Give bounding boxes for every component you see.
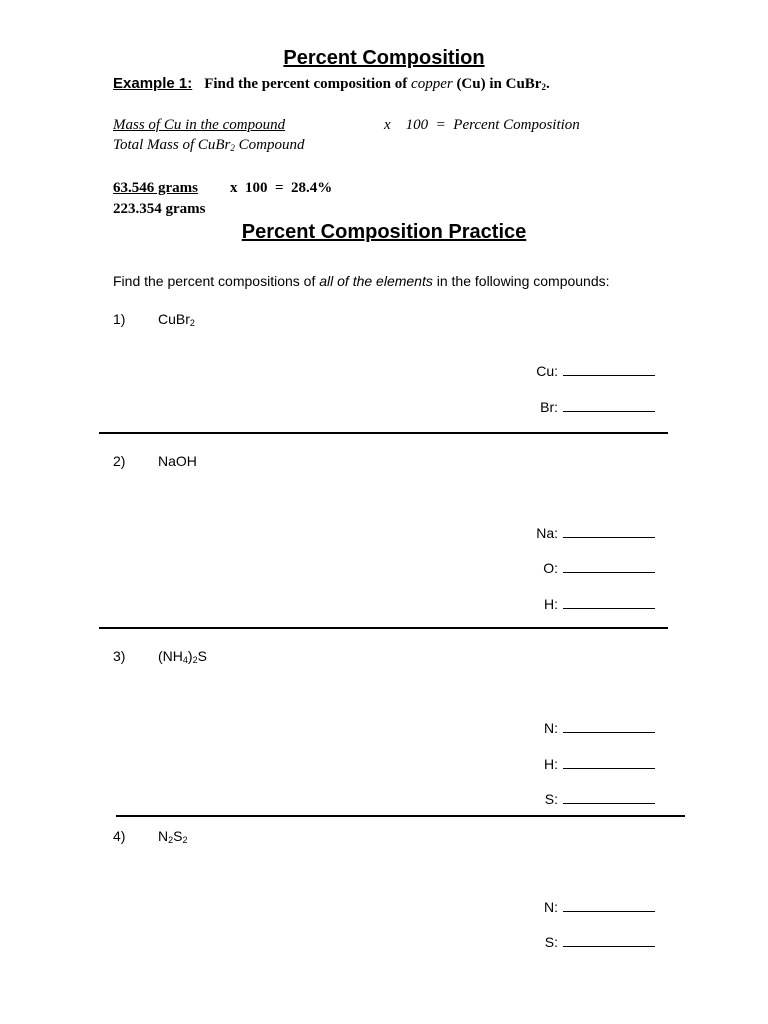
compound-part: N	[158, 828, 169, 844]
question-compound	[158, 648, 207, 664]
instructions-before: Find the percent compositions of	[113, 273, 316, 289]
answer-row	[455, 362, 655, 379]
answer-blank[interactable]	[563, 559, 655, 573]
question-compound	[158, 828, 188, 844]
example-text-before: Find the percent composition of	[204, 76, 408, 92]
section-divider	[99, 627, 668, 629]
calculation-result: x 100 = 28.4%	[230, 180, 333, 196]
question-number: 1)	[113, 311, 126, 327]
example-prompt	[113, 75, 550, 93]
answer-row	[455, 933, 655, 950]
example-text-end: .	[545, 76, 550, 92]
answer-row	[455, 524, 655, 541]
answer-label: N:	[544, 720, 558, 736]
formula-numerator: Mass of Cu in the compound	[113, 117, 286, 133]
answer-label: N:	[544, 899, 558, 915]
answer-blank[interactable]	[563, 524, 655, 538]
compound-subscript: 2	[192, 655, 198, 665]
instructions	[113, 273, 610, 289]
compound-subscript: 2	[189, 318, 195, 328]
answer-row	[455, 790, 655, 807]
formula-denominator-subscript: 2	[230, 143, 235, 153]
answer-label: Na:	[536, 525, 558, 541]
example-label: Example 1:	[113, 75, 193, 92]
answer-blank[interactable]	[563, 719, 655, 733]
answer-row	[455, 898, 655, 915]
question-number: 4)	[113, 828, 126, 844]
compound-subscript: 2	[182, 835, 188, 845]
formula-result: x 100 = Percent Composition	[384, 117, 580, 133]
answer-row	[455, 559, 655, 576]
answer-label: Cu:	[536, 363, 558, 379]
compound-part: S	[173, 828, 183, 844]
practice-title: Percent Composition Practice	[241, 221, 527, 243]
compound-subscript: 4	[182, 655, 188, 665]
answer-label: O:	[543, 560, 558, 576]
compound-part: (NH	[158, 648, 183, 664]
formula-denominator-text: Total Mass of CuBr	[113, 137, 231, 153]
answer-label: H:	[544, 756, 558, 772]
question-number: 2)	[113, 453, 126, 469]
answer-blank[interactable]	[563, 398, 655, 412]
compound-part: NaOH	[158, 453, 197, 469]
answer-row	[455, 398, 655, 415]
answer-blank[interactable]	[563, 755, 655, 769]
question-compound	[158, 453, 197, 469]
example-element-name: copper	[411, 76, 453, 92]
compound-part: S	[197, 648, 207, 664]
answer-blank[interactable]	[563, 790, 655, 804]
compound-part: CuBr	[158, 311, 190, 327]
answer-label: S:	[544, 791, 558, 807]
answer-blank[interactable]	[563, 595, 655, 609]
section-divider	[116, 815, 685, 817]
instructions-after: in the following compounds:	[436, 273, 610, 289]
answer-label: S:	[544, 934, 558, 950]
compound-part: )	[187, 648, 193, 664]
compound-subscript: 2	[168, 835, 174, 845]
answer-blank[interactable]	[563, 933, 655, 947]
answer-row	[455, 719, 655, 736]
question-number: 3)	[113, 648, 126, 664]
example-question	[204, 76, 549, 92]
page-title: Percent Composition	[283, 47, 485, 69]
answer-label: Br:	[540, 399, 558, 415]
answer-blank[interactable]	[563, 362, 655, 376]
answer-label: H:	[544, 596, 558, 612]
answer-row	[455, 595, 655, 612]
formula-denominator-suffix: Compound	[234, 137, 305, 153]
formula-denominator	[113, 137, 305, 154]
instructions-emphasis: all of the elements	[319, 273, 433, 289]
example-subscript: 2	[541, 82, 546, 92]
section-divider	[99, 432, 668, 434]
question-compound	[158, 311, 195, 327]
answer-blank[interactable]	[563, 898, 655, 912]
calculation-numerator: 63.546 grams	[113, 180, 198, 196]
example-text-after: (Cu) in CuBr	[456, 76, 542, 92]
calculation-denominator: 223.354 grams	[113, 201, 206, 217]
answer-row	[455, 755, 655, 772]
